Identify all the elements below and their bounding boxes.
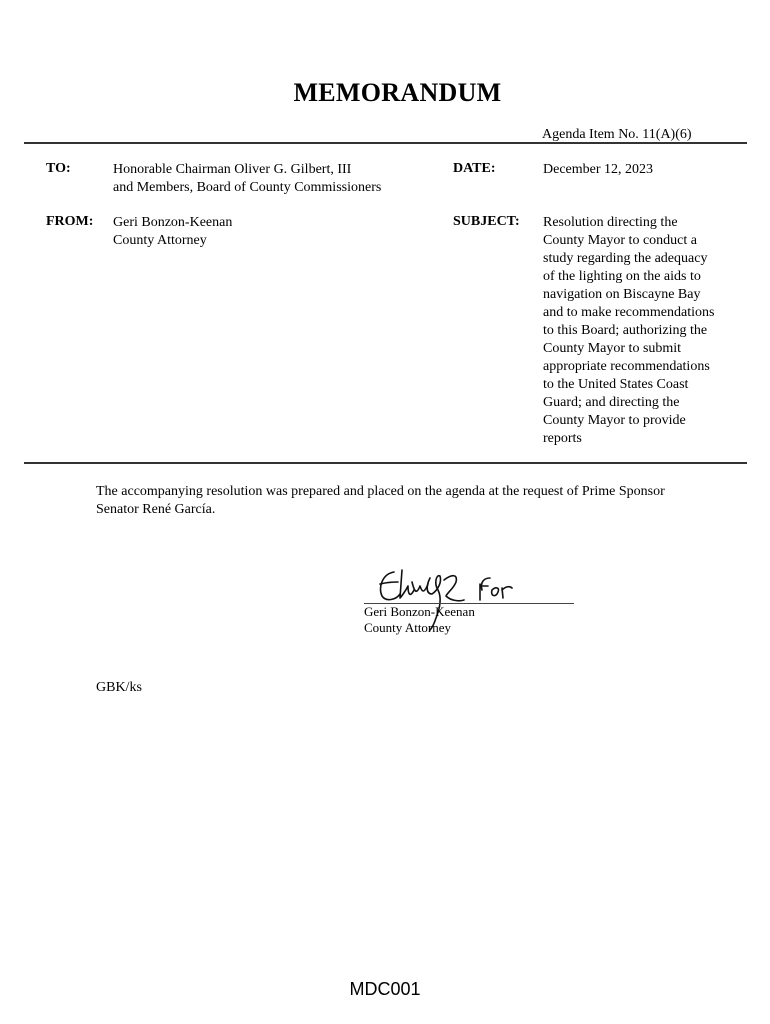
signatory-title: County Attorney [364,620,452,635]
agenda-item-number: Agenda Item No. 11(A)(6) [542,127,692,142]
signature-stroke [412,582,428,591]
subject-line: of the lighting on the aids to [543,269,701,284]
subject-line: County Mayor to conduct a [543,233,697,248]
subject-line: to the United States Coast [543,377,689,392]
subject-line: and to make recommendations [543,305,715,320]
document-code: MDC001 [349,979,421,999]
subject-line: to this Board; authorizing the [543,323,708,338]
signature-stroke [380,572,400,600]
signature-block [364,604,475,636]
from-label: FROM: [46,214,94,229]
subject-line: County Mayor to submit [543,341,682,356]
typist-initials: GBK/ks [96,680,142,695]
top-divider [24,142,747,144]
memo-title: MEMORANDUM [293,78,502,107]
body-line: Senator René García. [96,502,216,517]
signature-stroke [492,588,499,596]
from-sender [113,214,232,250]
from-line: Geri Bonzon-Keenan [113,215,233,230]
to-line: and Members, Board of County Commissioners [113,180,382,195]
header-divider [24,462,747,464]
to-label: TO: [46,161,71,176]
subject-line: appropriate recommendations [543,359,710,374]
from-line: County Attorney [113,233,207,248]
subject-line: navigation on Biscayne Bay [543,287,701,302]
signature-stroke [444,576,464,601]
date-label: DATE: [453,161,496,176]
subject-line: Resolution directing the [543,215,678,230]
body-line: The accompanying resolution was prepared and placed on the agenda at the request of Prime Sponsor [96,484,665,499]
subject-line: County Mayor to provide [543,413,686,428]
subject-line: study regarding the adequacy [543,251,708,266]
subject-text [543,214,743,448]
signatory-name: Geri Bonzon-Keenan [364,604,475,619]
date-value: December 12, 2023 [543,162,654,177]
subject-line: reports [543,431,582,446]
signature-stroke [502,587,512,598]
subject-line: Guard; and directing the [543,395,680,410]
to-line: Honorable Chairman Oliver G. Gilbert, III [113,162,352,177]
to-recipient [113,161,381,197]
signature-stroke [480,578,490,600]
memo-body [96,483,716,519]
subject-label: SUBJECT: [453,214,520,229]
